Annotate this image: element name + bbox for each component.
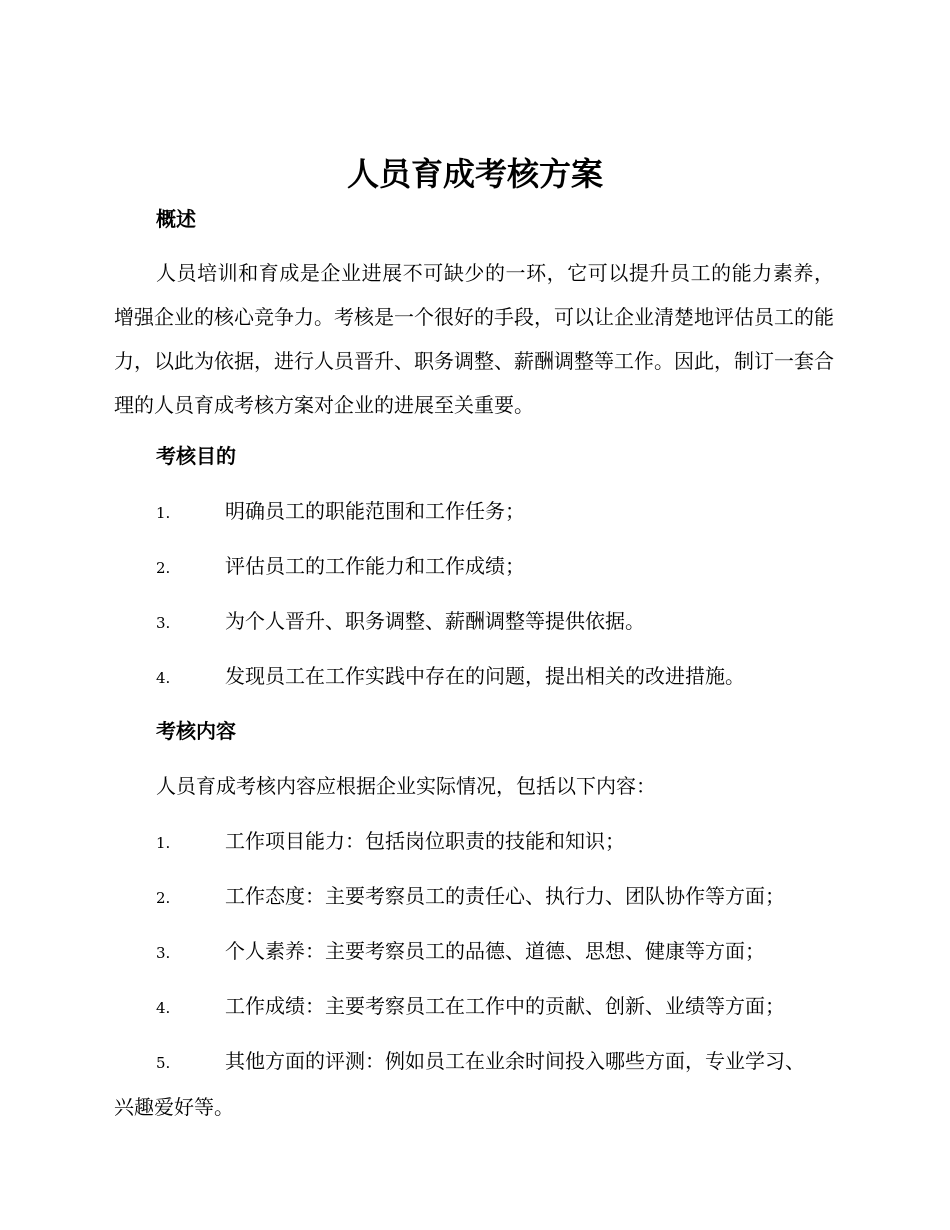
overview-paragraph: 人员培训和育成是企业进展不可缺少的一环，它可以提升员工的能力素养，增强企业的核心竞争力。考核是一个很好的手段，可以让企业清楚地评估员工的能力，以此为依据，进行人员晋升、职务调整、薪酬调整等工作。因此，制订一套合理的人员育成考核方案对企业的进展至关重要。	[114, 261, 834, 417]
section-heading-content: 考核内容	[156, 719, 236, 743]
section-heading-overview: 概述	[156, 207, 196, 231]
list-item-number: 1.	[156, 504, 171, 522]
list-item-text: 明确员工的职能范围和工作任务；	[225, 499, 525, 523]
content-intro-text: 人员育成考核内容应根据企业实际情况，包括以下内容：	[156, 774, 656, 798]
list-item-text: 为个人晋升、职务调整、薪酬调整等提供依据。	[225, 609, 645, 633]
list-item-number: 1.	[156, 834, 171, 852]
list-item-text: 工作成绩：主要考察员工在工作中的贡献、创新、业绩等方面；	[225, 994, 785, 1018]
list-item-text: 评估员工的工作能力和工作成绩；	[225, 554, 525, 578]
list-item-text: 工作项目能力：包括岗位职责的技能和知识；	[225, 829, 625, 853]
list-item-number: 5.	[156, 1054, 171, 1072]
list-item-number: 4.	[156, 999, 171, 1017]
list-item-number: 3.	[156, 944, 171, 962]
list-item-text: 工作态度：主要考察员工的责任心、执行力、团队协作等方面；	[225, 884, 785, 908]
content-list-item	[114, 1039, 824, 1129]
list-item-text: 个人素养：主要考察员工的品德、道德、思想、健康等方面；	[225, 939, 765, 963]
document-title: 人员育成考核方案	[346, 155, 603, 193]
section-heading-purpose: 考核目的	[156, 444, 236, 468]
list-item-number: 3.	[156, 614, 171, 632]
content-intro	[156, 771, 834, 801]
list-item-text: 发现员工在工作实践中存在的问题，提出相关的改进措施。	[225, 664, 745, 688]
list-item-number: 4.	[156, 669, 171, 687]
list-item-number: 2.	[156, 559, 171, 577]
list-item-text: 其他方面的评测：例如员工在业余时间投入哪些方面，专业学习、兴趣爱好等。	[114, 1049, 805, 1119]
list-item-number: 2.	[156, 889, 171, 907]
